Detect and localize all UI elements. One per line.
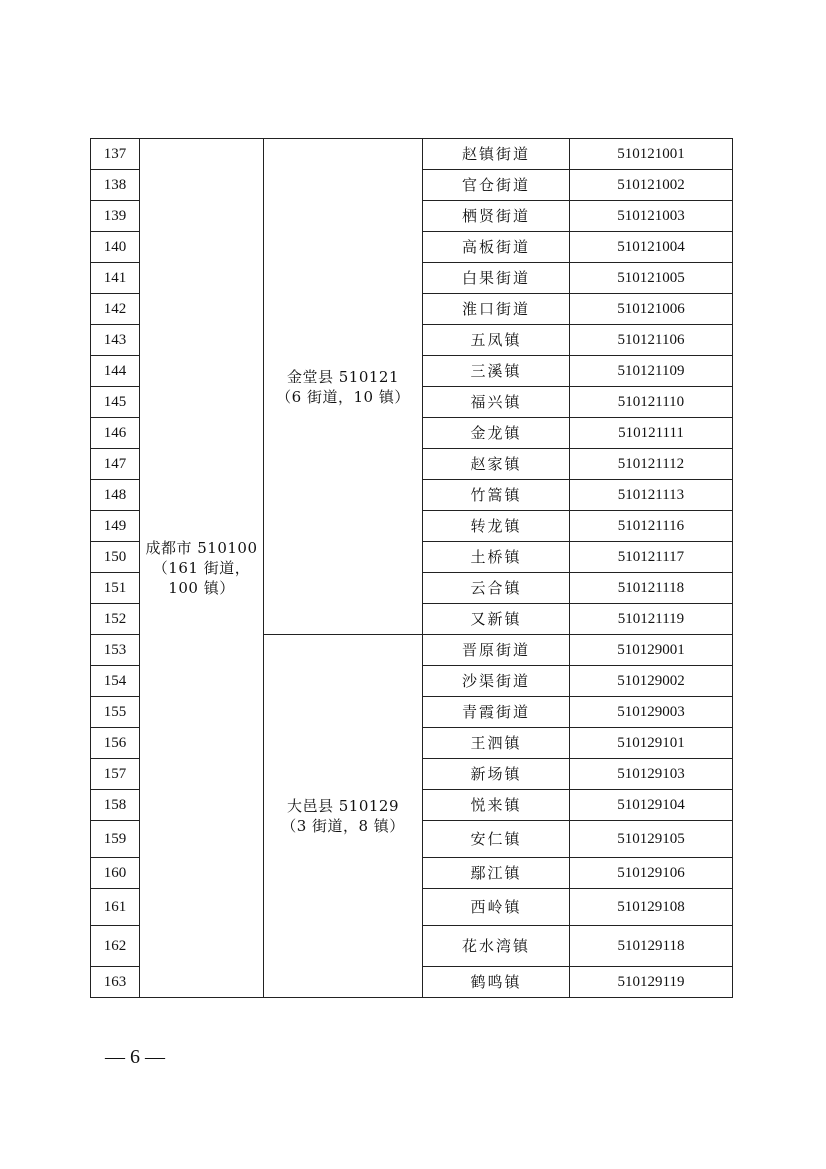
row-number: 159 (91, 821, 140, 858)
division-table-container (90, 138, 732, 998)
division-code: 510129106 (570, 858, 733, 889)
town-name: 悦来镇 (423, 790, 570, 821)
division-code: 510121113 (570, 480, 733, 511)
town-name: 福兴镇 (423, 387, 570, 418)
row-number: 148 (91, 480, 140, 511)
town-name: 高板街道 (423, 232, 570, 263)
row-number: 146 (91, 418, 140, 449)
town-name: 三溪镇 (423, 356, 570, 387)
division-code: 510129002 (570, 666, 733, 697)
division-code: 510121002 (570, 170, 733, 201)
division-code: 510121106 (570, 325, 733, 356)
town-name: 花水湾镇 (423, 926, 570, 967)
division-code: 510129001 (570, 635, 733, 666)
division-code: 510121119 (570, 604, 733, 635)
town-name: 赵家镇 (423, 449, 570, 480)
division-code: 510129108 (570, 889, 733, 926)
division-code: 510121001 (570, 139, 733, 170)
row-number: 157 (91, 759, 140, 790)
row-number: 143 (91, 325, 140, 356)
row-number: 158 (91, 790, 140, 821)
row-number: 137 (91, 139, 140, 170)
county-count-line: （3 街道，8 镇） (281, 817, 405, 835)
town-name: 栖贤街道 (423, 201, 570, 232)
town-name: 云合镇 (423, 573, 570, 604)
row-number: 156 (91, 728, 140, 759)
row-number: 149 (91, 511, 140, 542)
division-code: 510121006 (570, 294, 733, 325)
town-name: 沙渠街道 (423, 666, 570, 697)
division-code: 510129105 (570, 821, 733, 858)
county-cell (264, 635, 423, 998)
division-code: 510121112 (570, 449, 733, 480)
town-name: 竹篙镇 (423, 480, 570, 511)
division-code: 510121005 (570, 263, 733, 294)
division-code: 510129119 (570, 967, 733, 998)
county-cell (264, 139, 423, 635)
division-table (90, 138, 733, 998)
town-name: 淮口街道 (423, 294, 570, 325)
division-code: 510129103 (570, 759, 733, 790)
division-code: 510121116 (570, 511, 733, 542)
division-code: 510129118 (570, 926, 733, 967)
town-name: 王泗镇 (423, 728, 570, 759)
town-name: 金龙镇 (423, 418, 570, 449)
division-code: 510121003 (570, 201, 733, 232)
city-name-code: 成都市 510100 (145, 539, 258, 557)
town-name: 又新镇 (423, 604, 570, 635)
division-code: 510121118 (570, 573, 733, 604)
town-name: 新场镇 (423, 759, 570, 790)
row-number: 151 (91, 573, 140, 604)
division-code: 510121111 (570, 418, 733, 449)
row-number: 139 (91, 201, 140, 232)
row-number: 163 (91, 967, 140, 998)
page-number: — 6 — (105, 1046, 165, 1068)
row-number: 160 (91, 858, 140, 889)
town-name: 青霞街道 (423, 697, 570, 728)
town-name: 鹤鸣镇 (423, 967, 570, 998)
county-count-line: （6 街道，10 镇） (276, 387, 410, 406)
town-name: 西岭镇 (423, 889, 570, 926)
row-number: 153 (91, 635, 140, 666)
town-name: 五凤镇 (423, 325, 570, 356)
town-name: 晋原街道 (423, 635, 570, 666)
row-number: 150 (91, 542, 140, 573)
town-name: 白果街道 (423, 263, 570, 294)
row-number: 147 (91, 449, 140, 480)
division-code: 510129104 (570, 790, 733, 821)
town-name: 鄢江镇 (423, 858, 570, 889)
division-code: 510121004 (570, 232, 733, 263)
row-number: 155 (91, 697, 140, 728)
row-number: 142 (91, 294, 140, 325)
division-code: 510121117 (570, 542, 733, 573)
city-count-line: （161 街道， (152, 559, 251, 577)
town-name: 土桥镇 (423, 542, 570, 573)
county-name-code: 金堂县 510121 (286, 367, 400, 386)
division-code: 510129003 (570, 697, 733, 728)
town-name: 官仓街道 (423, 170, 570, 201)
division-table-body (91, 139, 733, 998)
row-number: 141 (91, 263, 140, 294)
row-number: 154 (91, 666, 140, 697)
county-name-code: 大邑县 510129 (286, 797, 400, 815)
town-name: 赵镇街道 (423, 139, 570, 170)
division-code: 510121110 (570, 387, 733, 418)
row-number: 145 (91, 387, 140, 418)
town-name: 转龙镇 (423, 511, 570, 542)
city-count-line: 100 镇） (168, 579, 235, 597)
row-number: 138 (91, 170, 140, 201)
row-number: 144 (91, 356, 140, 387)
division-code: 510129101 (570, 728, 733, 759)
row-number: 162 (91, 926, 140, 967)
table-row (91, 139, 733, 170)
town-name: 安仁镇 (423, 821, 570, 858)
city-cell (140, 139, 264, 998)
row-number: 161 (91, 889, 140, 926)
row-number: 140 (91, 232, 140, 263)
row-number: 152 (91, 604, 140, 635)
division-code: 510121109 (570, 356, 733, 387)
